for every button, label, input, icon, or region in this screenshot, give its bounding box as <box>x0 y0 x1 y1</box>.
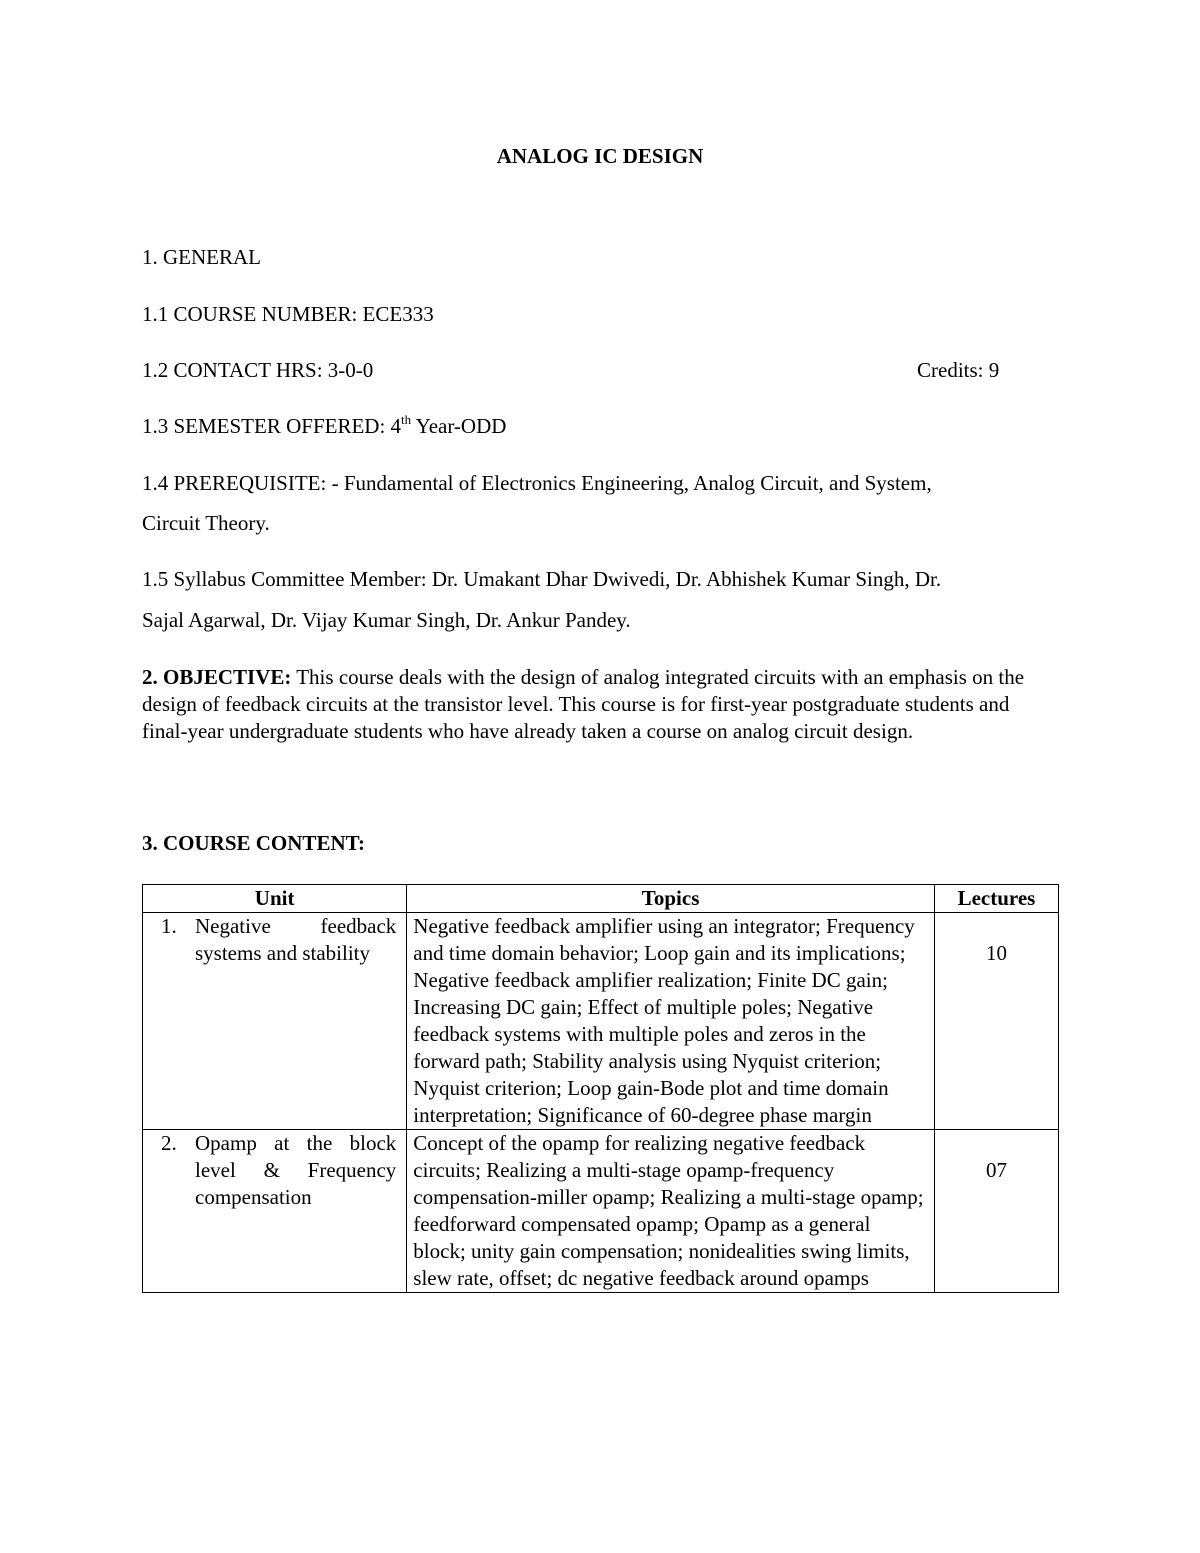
semester-suffix: Year-ODD <box>411 414 507 438</box>
unit-cell <box>143 913 407 1130</box>
column-header-unit: Unit <box>143 885 407 913</box>
objective-label: 2. OBJECTIVE: <box>142 665 292 689</box>
course-content-table <box>142 884 1059 1293</box>
lectures-value: 10 <box>985 941 1007 965</box>
semester-prefix: 1.3 SEMESTER OFFERED: 4 <box>142 414 402 438</box>
objective-text: This course deals with the design of analog integrated circuits with an emphasis on the design of feedback circuits at the transistor level. This course is for first-year postgraduate students and final-year undergraduate students who have already taken a course on analog circuit design. <box>142 665 1025 743</box>
semester-offered <box>142 413 506 439</box>
prerequisite-line-2: Circuit Theory. <box>142 511 270 535</box>
course-content-heading: 3. COURSE CONTENT: <box>142 831 366 855</box>
column-header-lectures: Lectures <box>934 885 1058 913</box>
unit-cell <box>143 1130 407 1293</box>
lectures-cell <box>934 913 1058 1130</box>
table-header-row <box>143 885 1059 913</box>
course-number: 1.1 COURSE NUMBER: ECE333 <box>142 302 434 326</box>
table-row <box>143 1130 1059 1293</box>
unit-number: 1. <box>161 914 177 938</box>
lectures-cell <box>934 1130 1058 1293</box>
credits: Credits: 9 <box>917 358 1000 382</box>
unit-name: Negative feedback systems and stability <box>195 914 397 965</box>
column-header-topics: Topics <box>407 885 935 913</box>
topics-cell: Concept of the opamp for realizing negative feedback circuits; Realizing a multi-stage opamp-frequency compensation-miller opamp; Realizing a multi-stage opamp; feedforward compensated opamp; Opamp as a general block; unity gain compensation; nonidealities swing limits, slew rate, offset; dc negative feedback around opamps <box>407 1130 935 1293</box>
semester-superscript: th <box>401 412 412 427</box>
lectures-value: 07 <box>985 1158 1007 1182</box>
unit-cell-content <box>149 913 400 967</box>
unit-number: 2. <box>161 1131 177 1155</box>
committee-line-2: Sajal Agarwal, Dr. Vijay Kumar Singh, Dr. Ankur Pandey. <box>142 608 631 632</box>
prerequisite-line-1: 1.4 PREREQUISITE: - Fundamental of Electronics Engineering, Analog Circuit, and System, <box>142 471 932 495</box>
document-title: ANALOG IC DESIGN <box>496 144 704 168</box>
general-heading: 1. GENERAL <box>142 245 261 269</box>
table-row <box>143 913 1059 1130</box>
contact-hours: 1.2 CONTACT HRS: 3-0-0 <box>142 358 374 382</box>
objective-paragraph <box>142 664 1057 745</box>
unit-cell-content <box>149 1130 400 1211</box>
committee-line-1: 1.5 Syllabus Committee Member: Dr. Umakant Dhar Dwivedi, Dr. Abhishek Kumar Singh, Dr. <box>142 567 942 591</box>
unit-name: Opamp at the block level & Frequency compensation <box>195 1131 397 1209</box>
topics-cell: Negative feedback amplifier using an integrator; Frequency and time domain behavior; Loop gain and its implications; Negative feedback amplifier realization; Finite DC gain; Increasing DC gain; Effect of multiple poles; Negative feedback systems with multiple poles and zeros in the forward path; Stability analysis using Nyquist criterion; Nyquist criterion; Loop gain-Bode plot and time domain interpretation; Significance of 60-degree phase margin <box>407 913 935 1130</box>
